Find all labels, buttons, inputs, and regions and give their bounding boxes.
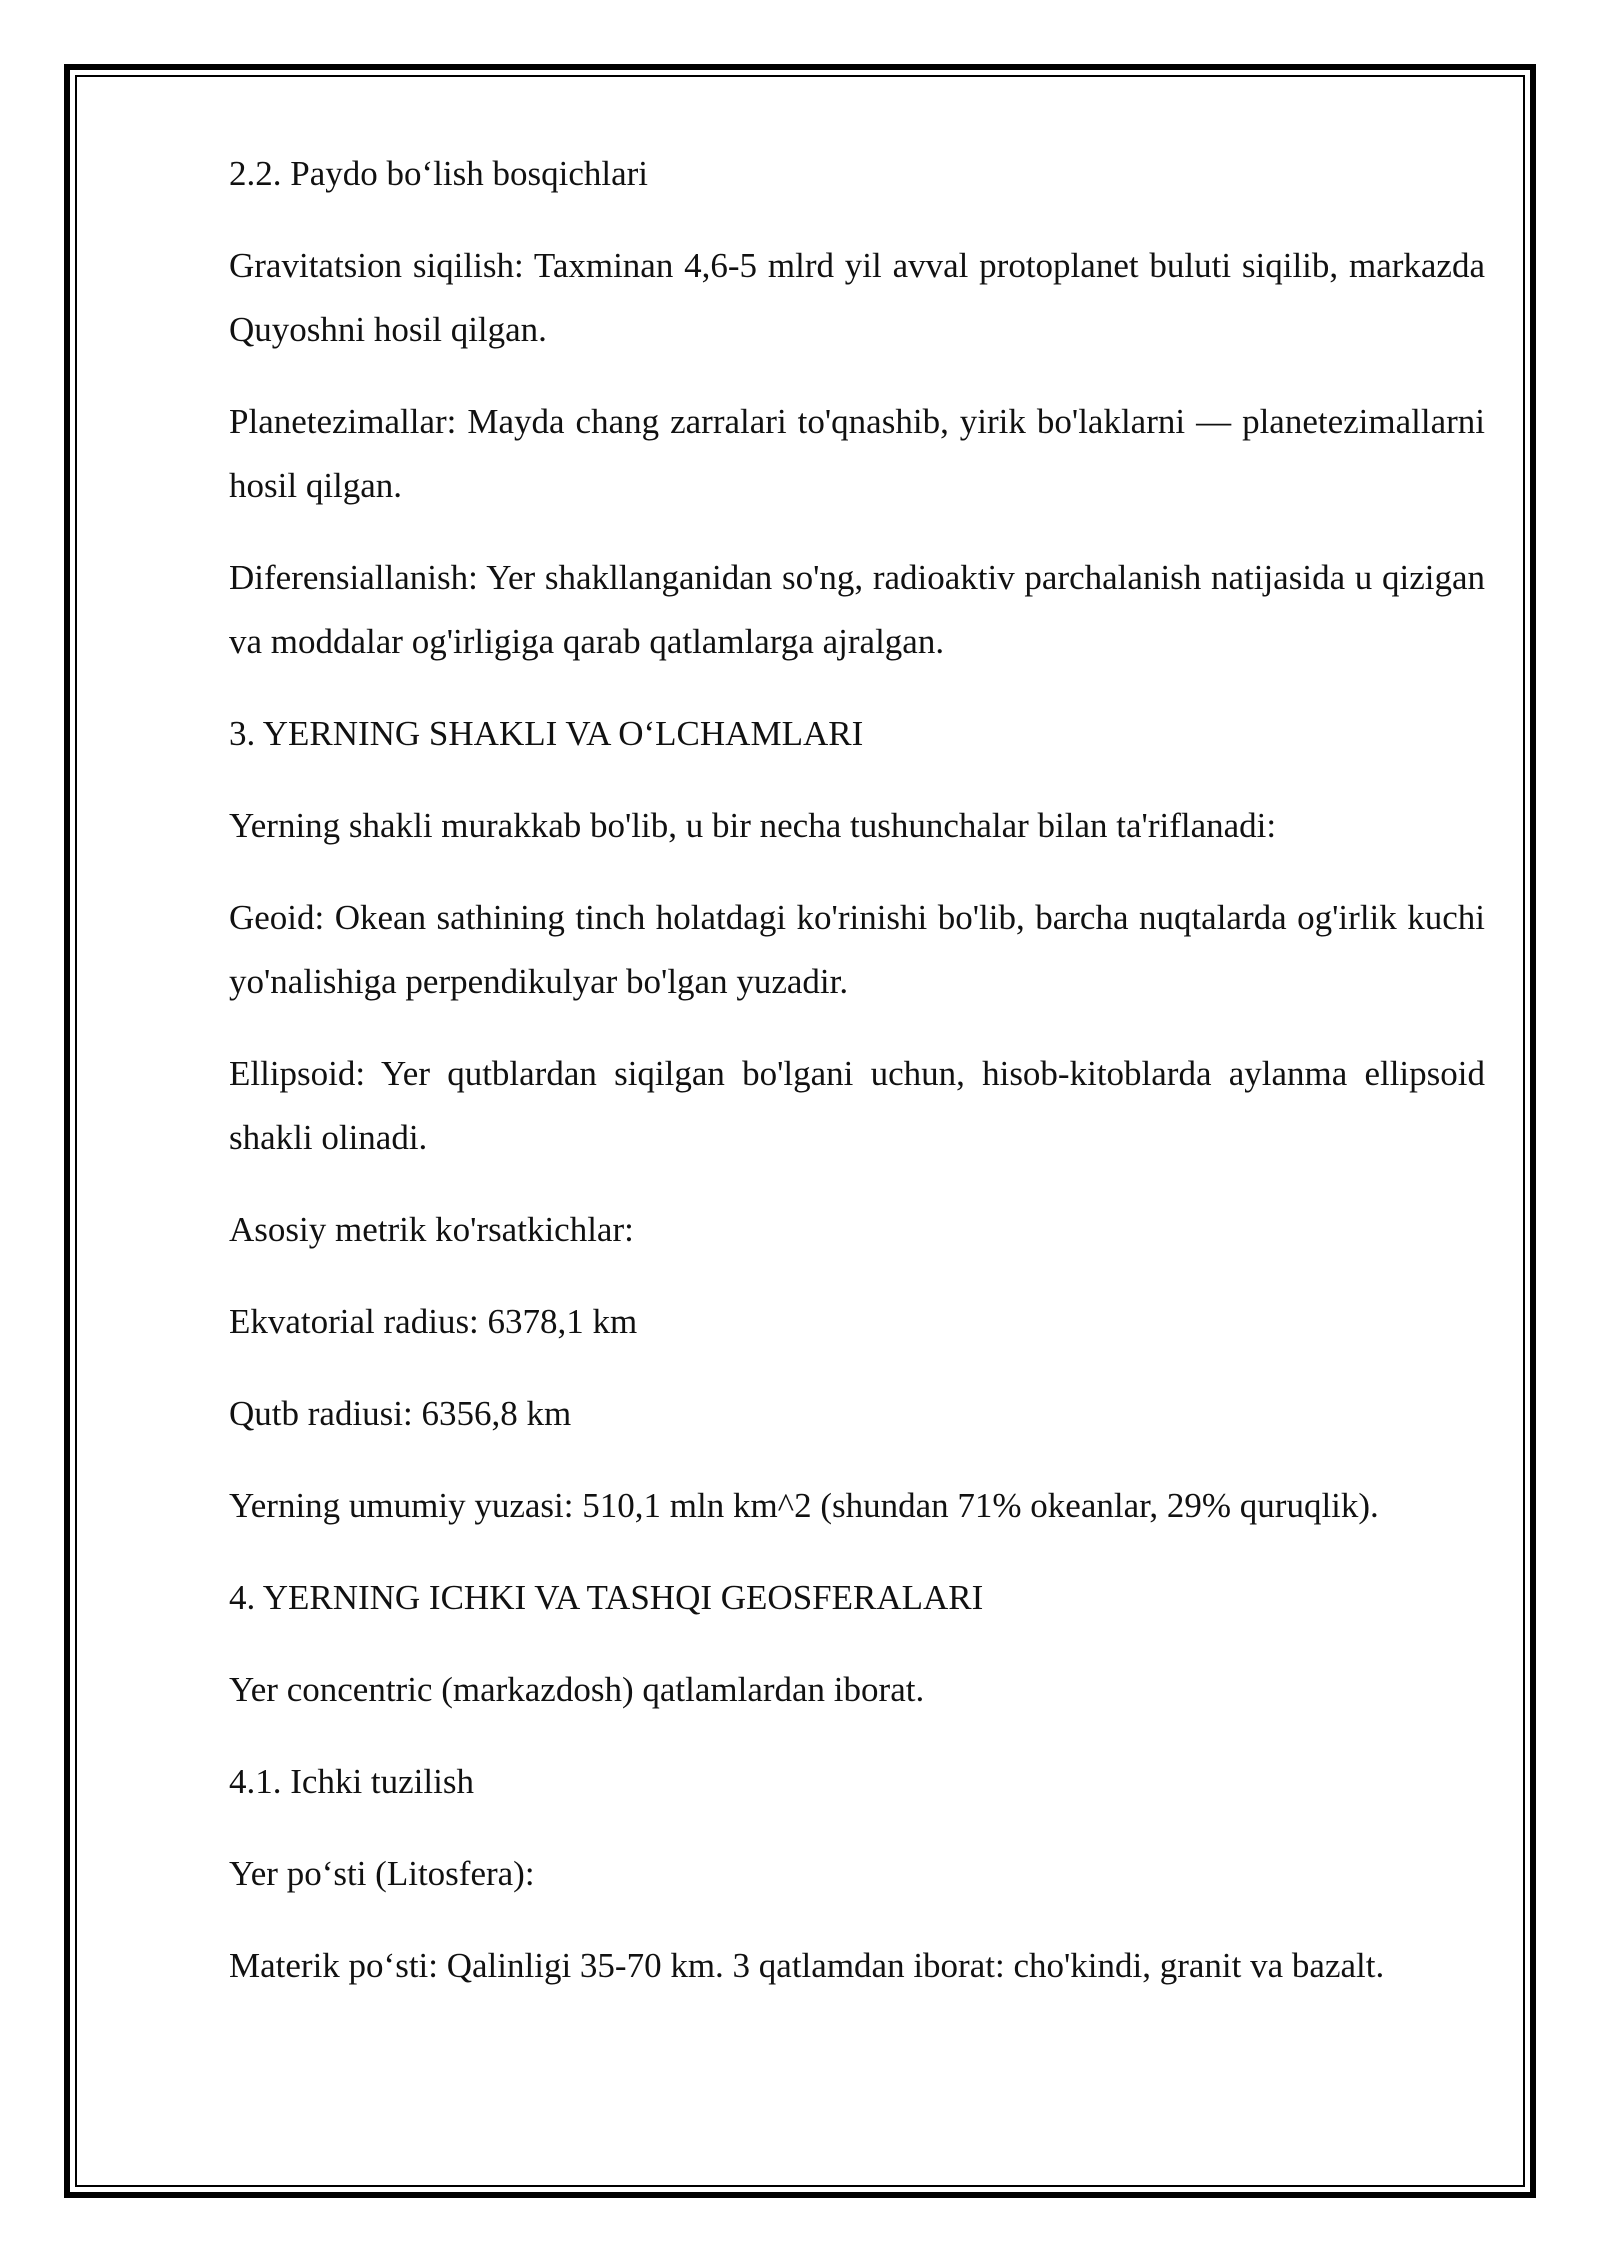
document-body bbox=[229, 142, 1485, 2026]
paragraph-metrics-heading: Asosiy metrik ko'rsatkichlar: bbox=[229, 1210, 634, 1249]
paragraph-crust-heading: Yer po‘sti (Litosfera): bbox=[229, 1854, 535, 1893]
section-heading-2-2: 2.2. Paydo bo‘lish bosqichlari bbox=[229, 154, 648, 193]
paragraph-concentric-layers: Yer concentric (markazdosh) qatlamlardan iborat. bbox=[229, 1670, 925, 1709]
paragraph-equatorial-radius: Ekvatorial radius: 6378,1 km bbox=[229, 1302, 638, 1341]
paragraph-surface-area: Yerning umumiy yuzasi: 510,1 mln km^2 (shundan 71% okeanlar, 29% quruqlik). bbox=[229, 1486, 1379, 1525]
paragraph-shape-intro: Yerning shakli murakkab bo'lib, u bir necha tushunchalar bilan ta'riflanadi: bbox=[229, 806, 1277, 845]
section-heading-4-1: 4.1. Ichki tuzilish bbox=[229, 1762, 474, 1801]
paragraph-planetesimals: Planetezimallar: Mayda chang zarralari to'qnashib, yirik bo'laklarni — planetezimallarni hosil qilgan. bbox=[229, 402, 1485, 505]
paragraph-geoid: Geoid: Okean sathining tinch holatdagi ko'rinishi bo'lib, barcha nuqtalarda og'irlik kuchi yo'nalishiga perpendikulyar bo'lgan yuzadir. bbox=[229, 898, 1485, 1001]
section-heading-3: 3. YERNING SHAKLI VA O‘LCHAMLARI bbox=[229, 714, 864, 753]
paragraph-gravitational-compression: Gravitatsion siqilish: Taxminan 4,6-5 mlrd yil avval protoplanet buluti siqilib, markazda Quyoshni hosil qilgan. bbox=[229, 246, 1485, 349]
section-heading-4: 4. YERNING ICHKI VA TASHQI GEOSFERALARI bbox=[229, 1578, 984, 1617]
paragraph-continental-crust: Materik po‘sti: Qalinligi 35-70 km. 3 qatlamdan iborat: cho'kindi, granit va bazalt. bbox=[229, 1946, 1385, 1985]
paragraph-ellipsoid: Ellipsoid: Yer qutblardan siqilgan bo'lgani uchun, hisob-kitoblarda aylanma ellipsoid shakli olinadi. bbox=[229, 1054, 1485, 1157]
paragraph-differentiation: Diferensiallanish: Yer shakllanganidan so'ng, radioaktiv parchalanish natijasida u qizigan va moddalar og'irligiga qarab qatlamlarga ajralgan. bbox=[229, 558, 1485, 661]
paragraph-polar-radius: Qutb radiusi: 6356,8 km bbox=[229, 1394, 572, 1433]
